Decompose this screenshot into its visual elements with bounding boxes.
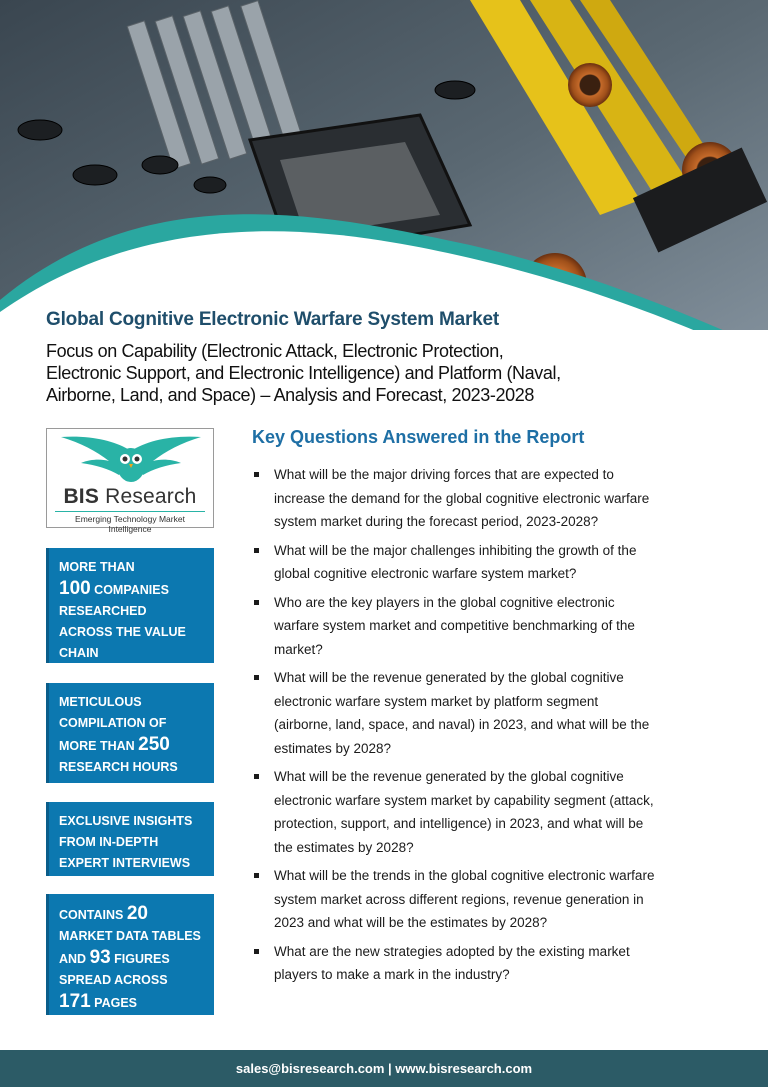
square-bullet-icon [254, 548, 259, 553]
stat-number: 20 [126, 903, 148, 924]
stat-number: 93 [89, 947, 111, 968]
bis-research-logo [46, 428, 214, 534]
square-bullet-icon [254, 774, 259, 779]
question-text-line: What will be the trends in the global cognitive electronic warfare [274, 868, 655, 883]
stat-row [59, 578, 204, 601]
logo-wordmark [47, 485, 213, 509]
question-text-line: What will be the revenue generated by the global cognitive [274, 670, 624, 685]
stat-text: MORE THAN [59, 560, 135, 574]
stat-text: COMPANIES [90, 583, 169, 597]
question-text-line: What will be the revenue generated by the global cognitive [274, 769, 624, 784]
square-bullet-icon [254, 600, 259, 605]
stat-number: 100 [59, 578, 91, 599]
stat-text: AND [59, 952, 90, 966]
footer-bar [0, 1050, 768, 1087]
key-questions-heading: Key Questions Answered in the Report [252, 427, 585, 447]
stat-companies [46, 548, 214, 663]
stat-row [59, 903, 204, 926]
square-bullet-icon [254, 472, 259, 477]
question-text-line: system market during the forecast period, 2023-2028? [274, 514, 599, 529]
question-item [252, 463, 722, 534]
report-subtitle [46, 340, 666, 406]
stat-text: SPREAD ACROSS [59, 973, 168, 987]
stat-report-contents [46, 894, 214, 1015]
footer-contact[interactable]: sales@bisresearch.com | www.bisresearch.com [235, 1061, 533, 1076]
question-text-line: the estimates by 2028? [274, 839, 414, 855]
stat-text: CHAIN [59, 646, 99, 660]
question-text-line: system market across different regions, revenue generation in [274, 891, 644, 907]
stat-text: FROM IN-DEPTH [59, 835, 159, 849]
logo-tagline: Emerging Technology Market Intelligence [55, 511, 205, 534]
question-text-line: 2023 and what will be the estimates by 2028? [274, 915, 548, 930]
stat-expert-interviews [46, 802, 214, 876]
question-text-line: protection, support, and intelligence) in 2023, and what will be [274, 816, 644, 831]
stat-research-hours [46, 683, 214, 783]
question-text-line: increase the demand for the global cognitive electronic warfare [274, 490, 650, 506]
question-text-line: global cognitive electronic warfare system market? [274, 566, 577, 581]
stat-text: RESEARCH HOURS [59, 760, 178, 774]
key-questions-list [252, 463, 722, 992]
question-text-line: warfare system market and competitive benchmarking of the [274, 618, 635, 633]
stat-text: EXPERT INTERVIEWS [59, 856, 191, 870]
question-text-line: electronic warfare system market by capability segment (attack, [274, 792, 654, 808]
square-bullet-icon [254, 873, 259, 878]
subtitle-line: Focus on Capability (Electronic Attack, Electronic Protection, [46, 341, 504, 361]
question-text-line: electronic warfare system market by platform segment [274, 693, 599, 709]
subtitle-line: Airborne, Land, and Space) – Analysis and Forecast, 2023-2028 [46, 385, 534, 405]
question-item [252, 666, 722, 760]
question-text-line: Who are the key players in the global cognitive electronic [274, 594, 615, 610]
stat-number: 171 [59, 991, 91, 1012]
question-item [252, 765, 722, 859]
question-text-line: What will be the major driving forces that are expected to [274, 467, 614, 482]
logo-name-rest: Research [99, 485, 197, 508]
stat-text: CONTAINS [59, 908, 127, 922]
stat-number: 250 [138, 734, 170, 755]
stat-row [59, 991, 204, 1014]
square-bullet-icon [254, 949, 259, 954]
stat-text: FIGURES [110, 952, 170, 966]
stat-text: EXCLUSIVE INSIGHTS [59, 814, 193, 828]
question-text-line: estimates by 2028? [274, 740, 392, 756]
report-title: Global Cognitive Electronic Warfare System Market [46, 309, 500, 330]
stat-text: COMPILATION OF [59, 716, 167, 730]
question-item [252, 864, 722, 935]
stat-text: MARKET DATA TABLES [59, 929, 201, 943]
question-item [252, 539, 722, 586]
square-bullet-icon [254, 675, 259, 680]
owl-icon [61, 433, 201, 485]
question-text-line: market? [274, 641, 323, 657]
stat-text: RESEARCHED [59, 604, 147, 618]
question-text-line: What are the new strategies adopted by the existing market [274, 943, 630, 959]
stat-row [59, 734, 204, 757]
stat-text: METICULOUS [59, 695, 142, 709]
stat-text: ACROSS THE VALUE [59, 625, 186, 639]
question-text-line: players to make a mark in the industry? [274, 967, 510, 982]
stat-text: PAGES [90, 996, 138, 1010]
question-item [252, 591, 722, 662]
logo-name-bold: BIS [63, 485, 100, 508]
question-text-line: (airborne, land, space, and naval) in 2023, and what will be the [274, 717, 650, 732]
stat-text: MORE THAN [59, 739, 139, 753]
subtitle-line: Electronic Support, and Electronic Intelligence) and Platform (Naval, [46, 363, 561, 383]
stat-row [59, 947, 204, 970]
question-text-line: What will be the major challenges inhibiting the growth of the [274, 542, 637, 558]
question-item [252, 940, 722, 987]
